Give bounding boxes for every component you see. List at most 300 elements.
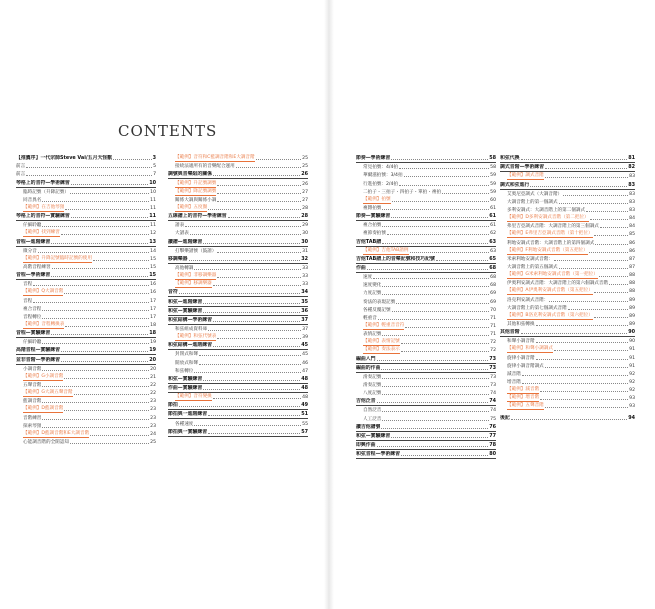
toc-entry-title: 【範例】G大調五聲音階 [23,390,73,396]
toc-entry-page: 16 [150,282,156,288]
toc-entry-title: 【範例】G小調音階 [23,373,64,379]
toc-entry-title: 高階音程—實驗練習 [16,347,61,354]
toc-entry-page: 63 [489,238,496,245]
toc-entry-page: 59 [490,173,496,179]
dot-leader [61,351,148,352]
toc-entry [16,438,156,446]
dot-leader [521,333,628,334]
toc-entry-title: 和弦—實驗練習 [168,307,203,314]
toc-chapter-entry [500,413,635,421]
toc-entry-title: 複雜拍號 [363,205,382,211]
toc-entry [500,353,635,361]
toc-entry-page: 26 [301,171,308,178]
toc-entry-title: 吉他TAB譜上的音樂記號和技巧記號 [356,255,435,262]
dot-leader [217,201,301,202]
toc-column-3 [356,154,496,459]
toc-example-entry [500,287,635,295]
toc-entry-page: 37 [302,326,308,332]
toc-entry-title: 【範例】非移調樂器 [175,273,217,279]
toc-entry-title: 和弦音程—學術練習 [356,451,401,458]
toc-entry-title: 讀譜—進階練習 [168,238,203,245]
toc-entry-title: 五聲音階 [23,382,42,388]
toc-entry-page: 23 [150,399,156,405]
dot-leader [589,252,628,253]
toc-entry-title: 高階音程練習 [23,264,51,270]
toc-entry-title: 【範例】調式音階 [507,173,544,179]
toc-entry-page: 3 [152,155,156,162]
toc-entry [16,381,156,389]
toc-entry-page: 71 [490,323,496,329]
toc-entry-page: 77 [489,432,496,439]
toc-example-entry [500,271,635,279]
toc-entry-page: 68 [490,275,496,281]
dot-leader [213,398,301,399]
toc-entry-page: 37 [301,316,308,323]
toc-example-entry [500,386,635,394]
toc-entry-page: 91 [629,363,635,369]
toc-example-entry [16,255,156,263]
toc-entry-title: 五線譜上的音符—學術練習 [168,213,227,220]
toc-entry-page: 68 [490,283,496,289]
toc-entry-page: 86 [629,248,635,254]
toc-entry-page: 71 [490,315,496,321]
toc-entry-page: 46 [302,360,308,366]
dot-leader [382,226,489,227]
toc-example-entry [500,402,635,410]
toc-entry [500,222,635,230]
toc-chapter-entry [356,397,496,406]
toc-chapter-entry [168,316,308,325]
toc-entry [16,170,156,178]
toc-chapter-entry [500,328,635,337]
toc-example-entry [500,247,635,255]
toc-entry-page: 93 [629,404,635,410]
toc-entry-page: 47 [302,368,308,374]
toc-column-4 [500,154,635,422]
toc-entry [168,264,308,272]
toc-entry-title: 大調音階上的第一個調式 [507,199,558,205]
toc-entry [168,358,308,366]
dot-leader [377,446,489,447]
toc-entry-title: 米索利地安調式音階： [507,256,553,262]
toc-entry-page: 62 [490,231,496,237]
dot-leader [64,378,149,379]
toc-entry-page: 33 [302,282,308,288]
dot-leader [377,402,489,403]
toc-entry-title: 【範例】音程轉換表 [23,321,65,327]
toc-entry-title: 弗里吉亞調式音階：大調音階上的第三個調式 [507,224,599,230]
toc-entry-page: 28 [302,205,308,211]
toc-entry-title: 【範例】D多利安調式音階（第二把位） [507,215,589,221]
toc-entry-page: 27 [302,197,308,203]
toc-entry-page: 59 [490,189,496,195]
toc-entry-page: 69 [490,291,496,297]
dot-leader [382,243,488,244]
toc-entry-title: 節奏—學術練習 [356,155,391,162]
toc-example-entry [16,229,156,237]
dot-leader [51,276,148,277]
dot-leader [189,260,301,261]
toc-chapter-entry [168,170,308,179]
dot-leader [522,383,628,384]
dot-leader [410,252,490,253]
toc-entry-title: 表情記號 [363,332,382,338]
dot-leader [511,419,627,420]
toc-entry-page: 82 [628,164,635,171]
toc-entry-title: 【範例】降記號調號 [175,188,217,194]
toc-entry-title: 並非音階—學術練習 [16,356,61,363]
toc-entry-page: 27 [302,189,308,195]
toc-chapter-entry [356,237,496,246]
toc-entry-page: 92 [629,371,635,377]
toc-entry-page: 13 [149,238,156,245]
toc-entry-title: 【範例】Q大調音階 [23,289,64,295]
toc-entry-title: 節奏—實驗練習 [356,213,391,220]
toc-example-entry [16,373,156,381]
toc-example-entry [168,204,308,212]
toc-chapter-entry [356,212,496,221]
toc-entry-page: 88 [629,273,635,279]
toc-entry [356,289,496,297]
toc-chapter-entry [16,271,156,280]
toc-entry-title: 音程 [23,298,33,304]
toc-entry [356,163,496,171]
toc-entry-title: 行進拍號：2/4拍 [363,181,398,187]
toc-entry [500,337,635,345]
toc-entry [168,350,308,358]
dot-leader [382,209,489,210]
toc-entry-page: 11 [150,205,156,211]
toc-entry [16,188,156,196]
toc-entry-page: 19 [150,340,156,346]
toc-entry-title: 利地安調式音階：大調音階上的第四個調式 [507,240,595,246]
toc-entry-title: 旋律小調音階 [507,355,535,361]
toc-entry-page: 73 [489,364,496,371]
dot-leader [26,167,152,168]
dot-leader [61,361,148,362]
dot-leader [442,193,489,194]
dot-leader [536,359,629,360]
toc-entry-page: 61 [489,213,496,220]
dot-leader [391,437,488,438]
dot-leader [217,193,301,194]
dot-leader [217,277,301,278]
toc-entry-title: 【範例】找到練習 [23,230,60,236]
dot-leader [42,310,149,311]
toc-entry-title: 常見拍號：4/4拍 [363,165,398,171]
toc-entry-page: 23 [150,415,156,421]
toc-entry-page: 18 [150,322,156,328]
toc-entry-title: 和弦—進階練習 [168,298,203,305]
toc-entry-page: 84 [629,224,635,230]
dot-leader [391,217,488,218]
dot-leader [382,394,489,395]
toc-entry-page: 74 [490,391,496,397]
toc-entry-title: 仔細聆聽 [23,340,42,346]
toc-entry-title: 作曲 [356,264,366,271]
dot-leader [378,319,489,320]
dot-leader [74,394,150,395]
toc-entry-page: 17 [150,314,156,320]
toc-entry [168,221,308,229]
toc-entry-page: 69 [490,299,496,305]
toc-chapter-entry [500,180,635,189]
toc-entry-title: 大調音階上的第五個調式 [507,264,558,270]
dot-leader [42,386,149,387]
toc-entry-page: 5 [153,164,156,170]
dot-leader [590,219,629,220]
toc-entry-page: 21 [150,374,156,380]
toc-chapter-entry [16,178,156,187]
dot-leader [436,260,488,261]
dot-leader [545,168,627,169]
toc-entry-title: 減音階 [507,371,521,377]
toc-entry-page: 61 [490,223,496,229]
toc-chapter-entry [168,384,308,393]
toc-entry-title: 洛克利安調式音階： [507,297,549,303]
toc-chapter-entry [16,154,156,162]
toc-entry-page: 34 [301,289,308,296]
toc-entry-page: 51 [301,411,308,418]
toc-chapter-entry [168,288,308,297]
toc-entry-page: 86 [629,240,635,246]
dot-leader [179,406,300,407]
toc-entry-page: 65 [489,255,496,262]
toc-chapter-entry [16,329,156,338]
toc-entry [500,378,635,386]
toc-entry-page: 83 [629,174,635,180]
toc-entry [168,325,308,333]
toc-entry [16,413,156,421]
toc-entry-title: 音程—實驗練習 [16,330,51,337]
toc-entry-title: 節拍與一實驗練習 [168,428,208,435]
toc-entry-page: 45 [302,352,308,358]
toc-entry-title: 複合音程 [23,306,42,312]
toc-entry-title: 音程 [23,282,33,288]
toc-entry-title: 吉他TAB譜 [356,238,382,245]
dot-leader [392,201,490,202]
toc-chapter-entry [356,450,496,459]
dot-leader [64,293,149,294]
toc-entry-title: 作曲—實驗練習 [168,384,203,391]
dot-leader [199,364,301,365]
toc-entry-page: 22 [150,382,156,388]
toc-entry [500,206,635,214]
dot-leader [42,427,149,428]
toc-entry-title: 心能調音階的全開認知 [23,439,69,445]
toc-example-entry [356,247,496,255]
toc-entry-title: 仔細聆聽 [23,223,42,229]
toc-entry-page: 30 [301,238,308,245]
toc-entry-title: 和弦代換 [500,155,520,162]
dot-leader [61,234,149,235]
toc-entry [500,304,635,312]
toc-chapter-entry [16,346,156,355]
toc-entry-title: 滑奏記號 [363,382,382,388]
toc-entry-page: 72 [490,340,496,346]
toc-chapter-entry [168,428,308,437]
toc-entry-title: 其他音階 [500,329,520,336]
toc-example-entry [500,214,635,222]
toc-entry [356,221,496,229]
dot-leader [594,292,628,293]
toc-example-entry [500,230,635,238]
toc-example-entry [168,154,308,162]
toc-entry [356,297,496,305]
dot-leader [185,226,301,227]
dot-leader [42,201,149,202]
toc-entry-page: 16 [150,290,156,296]
dot-leader [530,186,627,187]
dot-leader [595,244,628,245]
toc-entry-page: 85 [629,232,635,238]
dot-leader [540,399,628,400]
toc-entry-title: 節拍與一進階練習 [168,411,208,418]
dot-leader [391,159,488,160]
toc-entry [500,279,635,287]
toc-entry-page: 83 [629,207,635,213]
dot-leader [554,350,628,351]
toc-entry-page: 15 [150,256,156,262]
toc-chapter-entry [500,163,635,172]
toc-entry-title: 小調音階 [23,366,42,372]
dot-leader [208,433,300,434]
dot-leader [387,234,489,235]
toc-example-entry [168,272,308,280]
toc-entry [356,381,496,389]
toc-entry-page: 89 [629,305,635,311]
toc-entry-page: 89 [629,321,635,327]
toc-example-entry [168,333,308,341]
toc-example-entry [500,172,635,180]
dot-leader [213,175,300,176]
toc-example-entry [168,393,308,401]
toc-entry-title: 節拍 [168,402,178,409]
toc-chapter-entry [356,154,496,163]
toc-entry-page: 11 [149,213,156,220]
toc-entry-title: 和弦結構—進階練習 [168,342,213,349]
toc-entry-page: 88 [629,289,635,295]
toc-entry [500,198,635,206]
toc-entry-title: 音程—進階練習 [16,238,51,245]
toc-entry-title: 讀吉他譜號 [356,423,381,430]
toc-entry-title: 打擊樂譜號（鼓譜） [175,248,217,254]
toc-chapter-entry [356,423,496,432]
toc-example-entry [168,179,308,187]
toc-entry-title: 譜表 [175,223,185,229]
toc-column-1 [16,154,156,446]
toc-entry-page: 17 [150,306,156,312]
toc-entry-title: 【範例】B洛克利安調式音階（第六把位） [507,312,593,318]
dot-leader [93,260,149,261]
toc-entry-page: 83 [629,199,635,205]
toc-entry [356,306,496,314]
toc-entry-page: 87 [629,256,635,262]
toc-entry [16,247,156,255]
toc-entry [356,179,496,187]
toc-entry-title: 音程—學術練習 [16,272,51,279]
toc-entry-page: 7 [153,172,156,178]
toc-entry [356,229,496,237]
dot-leader [65,326,149,327]
toc-entry-page: 92 [629,388,635,394]
toc-entry-title: 調式和弦進行 [500,181,530,188]
dot-leader [38,252,149,253]
dot-leader [404,176,490,177]
toc-entry-page: 90 [628,329,635,336]
dot-leader [26,175,152,176]
toc-entry [500,255,635,263]
toc-entry [500,263,635,271]
toc-example-entry [356,322,496,330]
toc-entry [356,188,496,196]
toc-entry [16,162,156,170]
toc-entry-title: 吉他泛音 [356,398,376,405]
toc-entry-title: 【範例】拍號 [363,196,391,202]
toc-entry-title: 各種速度 [175,421,194,427]
toc-entry-page: 23 [150,407,156,413]
toc-chapter-entry [168,212,308,221]
toc-entry [356,314,496,322]
dot-leader [545,407,628,408]
toc-entry-title: 速度 [363,275,373,281]
dot-leader [42,343,149,344]
dot-leader [599,276,628,277]
toc-entry-title: 多利安調式：大調音階上的第二個調式 [507,207,586,213]
toc-entry-page: 39 [302,335,308,341]
toc-entry-title: 華爾滋拍號：3/4拍 [363,173,403,179]
toc-entry-title: 音符 [168,289,178,296]
dot-leader [51,243,148,244]
toc-example-entry [356,346,496,354]
toc-entry-page: 18 [149,330,156,337]
page-title: CONTENTS [118,122,218,140]
toc-entry-page: 11 [150,223,156,229]
toc-chapter-entry [16,355,156,364]
toc-entry [16,280,156,288]
toc-entry-title: 二拍子・三拍子・四拍子・單拍・複拍 [363,189,442,195]
toc-chapter-entry [356,255,496,264]
toc-example-entry [500,394,635,402]
toc-entry [500,190,635,198]
toc-entry-page: 28 [301,213,308,220]
toc-entry-page: 80 [489,451,496,458]
toc-entry-title: 【範例】移調樂器 [175,281,212,287]
toc-entry-page: 88 [629,281,635,287]
toc-entry [168,419,308,427]
dot-leader [179,293,300,294]
toc-entry-page: 32 [301,255,308,262]
toc-entry [500,362,635,370]
toc-entry-title: 封閉式和聲 [175,352,198,358]
toc-entry-page: 22 [150,391,156,397]
dot-leader [399,168,489,169]
toc-entry-page: 83 [629,191,635,197]
dot-leader [522,375,628,376]
dot-leader [213,285,301,286]
toc-entry-title: 【範例】表情記號 [363,339,400,345]
toc-entry-title: 速度變化 [363,283,382,289]
toc-chapter-entry [168,297,308,306]
toc-entry-page: 55 [302,421,308,427]
toc-entry-title: 【範例】輕重音音符 [363,322,405,328]
dot-leader [213,346,300,347]
dot-leader [217,338,301,339]
toc-entry-title: 其他和弦轉換 [507,321,535,327]
dot-leader [392,311,490,312]
toc-entry-page: 25 [302,156,308,162]
toc-entry-title: 調號與音樂組的關係 [168,171,213,178]
